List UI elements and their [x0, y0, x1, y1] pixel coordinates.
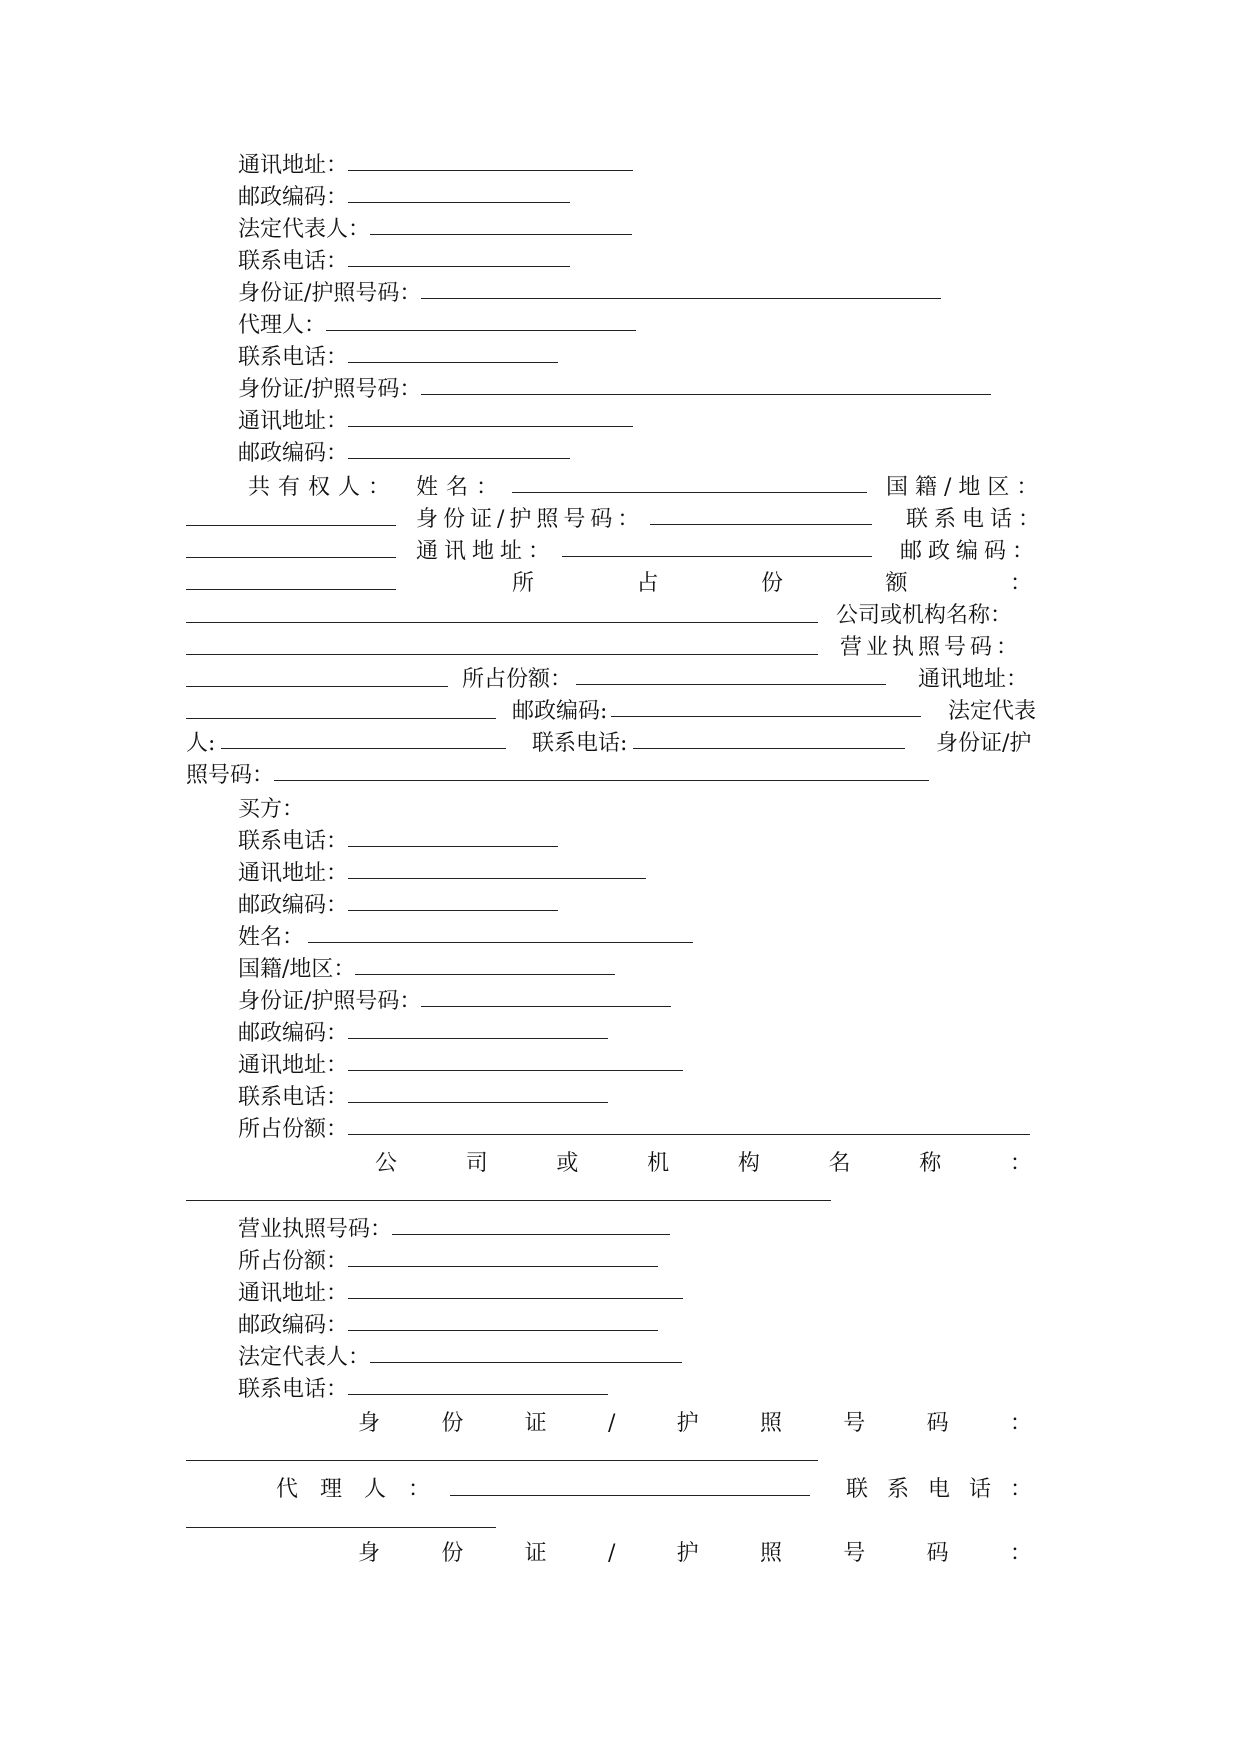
buyer-agent-phone-label — [846, 1474, 1032, 1506]
blank-field[interactable] — [186, 525, 396, 526]
blank-field[interactable] — [633, 728, 905, 749]
field-label: 联系电话： — [906, 507, 1047, 532]
buyer-id-line — [238, 986, 671, 1018]
blank-field[interactable] — [392, 1214, 670, 1235]
blank-field[interactable] — [186, 654, 818, 655]
char: ： — [1009, 1411, 1032, 1436]
char: 理 — [319, 1477, 342, 1502]
buyer-phone2-line — [238, 1082, 608, 1114]
blank-field[interactable] — [274, 760, 929, 781]
field-label: 营业执照号码： — [238, 1217, 393, 1242]
buyer-agent-label — [276, 1474, 430, 1506]
blank-field[interactable] — [421, 986, 671, 1007]
buyer-phone3-line — [238, 1374, 608, 1406]
blank-field[interactable] — [186, 589, 396, 590]
field-label: 联系电话： — [238, 829, 349, 854]
char: 联 — [846, 1477, 869, 1502]
char: 身 — [358, 1411, 381, 1436]
blank-field[interactable] — [348, 150, 633, 171]
char: 照 — [759, 1541, 782, 1566]
blank-field[interactable] — [348, 1114, 1030, 1135]
co-owner-company-label — [836, 600, 1012, 632]
char: 名 — [828, 1151, 851, 1176]
char: 证 — [524, 1411, 547, 1436]
blank-field[interactable] — [421, 374, 991, 395]
char: 人 — [363, 1477, 386, 1502]
field-label: 邮政编码： — [238, 1313, 349, 1338]
char: 称 — [919, 1151, 942, 1176]
char: 机 — [647, 1151, 670, 1176]
char: ： — [1009, 1151, 1032, 1176]
blank-field[interactable] — [348, 1050, 683, 1071]
field-label: 代理人： — [238, 313, 327, 338]
buyer-license-line — [238, 1214, 670, 1246]
blank-field[interactable] — [355, 954, 615, 975]
co-owner-legal-rep-line — [186, 728, 506, 760]
field-label: 法定代表人： — [238, 1345, 371, 1370]
char: 占 — [636, 571, 659, 596]
co-owner-nationality-label — [886, 472, 1045, 504]
buyer-postcode3-line — [238, 1310, 658, 1342]
field-label: 联系电话： — [238, 1377, 349, 1402]
char: 额 — [885, 571, 908, 596]
char: ： — [407, 1477, 430, 1502]
field-label: 公司或机构名称： — [836, 603, 1013, 628]
blank-field[interactable] — [348, 182, 570, 203]
char: 护 — [676, 1541, 699, 1566]
seller-address-line — [238, 150, 633, 182]
buyer-postcode2-line — [238, 1018, 608, 1050]
char: 份 — [441, 1411, 464, 1436]
field-label: 联系电话： — [238, 249, 349, 274]
buyer-id-label — [358, 1408, 1032, 1440]
blank-field[interactable] — [370, 1342, 682, 1363]
char: 照 — [759, 1411, 782, 1436]
char: 份 — [760, 571, 783, 596]
blank-field[interactable] — [576, 664, 886, 685]
char: 证 — [524, 1541, 547, 1566]
seller-legal-rep-line — [238, 214, 632, 246]
seller-postcode-line — [238, 182, 570, 214]
co-owner-license-label — [840, 632, 1022, 664]
agent-address-line — [238, 406, 633, 438]
field-label: 国籍/地区： — [886, 475, 1046, 500]
field-label: 买方： — [238, 797, 305, 822]
char: 话 — [968, 1477, 991, 1502]
field-label: 营业执照号码： — [840, 635, 1023, 660]
co-owner-id-line — [416, 504, 872, 536]
blank-field[interactable] — [348, 246, 570, 267]
co-owner-label — [248, 472, 398, 504]
field-label: 邮政编码： — [238, 185, 349, 210]
buyer-share2-line — [238, 1246, 658, 1278]
blank-field[interactable] — [348, 1018, 608, 1039]
char: ： — [1009, 1477, 1032, 1502]
co-owner-address2-label — [918, 664, 1028, 696]
buyer-postcode-line — [238, 890, 558, 922]
buyer-address2-line — [238, 1050, 683, 1082]
char: 码 — [926, 1541, 949, 1566]
field-label: 通讯地址： — [238, 1281, 349, 1306]
char: 电 — [927, 1477, 950, 1502]
field-label: 照号码： — [186, 763, 275, 788]
field-label: 通讯地址： — [416, 539, 557, 564]
field-label: 所占份额： — [238, 1249, 349, 1274]
field-label: 联系电话： — [238, 345, 349, 370]
buyer-agent-id-label — [358, 1538, 1032, 1570]
blank-field[interactable] — [348, 858, 646, 879]
field-label: 人: — [186, 731, 216, 756]
char: 系 — [886, 1477, 909, 1502]
char: 护 — [676, 1411, 699, 1436]
char: ： — [1009, 571, 1032, 596]
co-owner-legal-rep-part1 — [948, 696, 1036, 728]
blank-field[interactable] — [186, 1527, 496, 1528]
char: 身 — [358, 1541, 381, 1566]
blank-field[interactable] — [348, 342, 558, 363]
field-label: 联系电话： — [238, 1085, 349, 1110]
blank-field[interactable] — [308, 922, 693, 943]
blank-field[interactable] — [348, 1374, 608, 1395]
blank-field[interactable] — [348, 890, 558, 911]
field-label: 邮政编码： — [238, 1021, 349, 1046]
blank-field[interactable] — [186, 622, 818, 623]
field-label: 法定代表人： — [238, 217, 371, 242]
field-label: 身份证/护照号码： — [416, 507, 645, 532]
blank-field[interactable] — [348, 826, 558, 847]
blank-field[interactable] — [562, 536, 872, 557]
buyer-address-line — [238, 858, 646, 890]
field-label: 通讯地址： — [238, 409, 349, 434]
blank-field[interactable] — [221, 728, 506, 749]
field-label: 通讯地址： — [238, 1053, 349, 1078]
field-label: 姓名： — [416, 475, 507, 500]
field-label: 邮政编码： — [900, 539, 1041, 564]
blank-field[interactable] — [348, 406, 633, 427]
field-label: 国籍/地区： — [238, 957, 356, 982]
char: 司 — [465, 1151, 488, 1176]
field-label: 邮政编码: — [512, 699, 608, 724]
blank-field[interactable] — [450, 1495, 810, 1496]
field-label: 身份证/护照号码： — [238, 281, 422, 306]
co-owner-postcode2-line — [512, 696, 921, 728]
agent-phone-line — [238, 342, 558, 374]
blank-field[interactable] — [348, 1278, 683, 1299]
char: 号 — [843, 1411, 866, 1436]
agent-postcode-line — [238, 438, 570, 470]
field-label: 通讯地址： — [238, 153, 349, 178]
field-label: 邮政编码： — [238, 441, 349, 466]
co-owner-postcode-label — [900, 536, 1040, 568]
agent-line — [238, 310, 636, 342]
field-label: 法定代表 — [948, 699, 1037, 724]
blank-field[interactable] — [186, 686, 448, 687]
char: 号 — [843, 1541, 866, 1566]
blank-field[interactable] — [348, 1082, 608, 1103]
blank-field[interactable] — [186, 1460, 818, 1461]
char: 份 — [441, 1541, 464, 1566]
field-label: 身份证/护照号码： — [238, 377, 422, 402]
co-owner-share-line — [462, 664, 886, 696]
blank-field[interactable] — [370, 214, 632, 235]
blank-field[interactable] — [348, 1310, 658, 1331]
field-label: 邮政编码： — [238, 893, 349, 918]
seller-id-line — [238, 278, 941, 310]
blank-field[interactable] — [421, 278, 941, 299]
char: 或 — [556, 1151, 579, 1176]
co-owner-text: 共有权人： — [248, 475, 399, 500]
blank-field[interactable] — [326, 310, 636, 331]
buyer-company-label — [375, 1148, 1032, 1180]
field-label: 联系电话: — [532, 731, 628, 756]
blank-field[interactable] — [348, 438, 570, 459]
char: ： — [1009, 1541, 1032, 1566]
co-owner-phone2-line — [532, 728, 905, 760]
buyer-label — [238, 794, 304, 826]
char: 码 — [926, 1411, 949, 1436]
co-owner-phone-label — [906, 504, 1046, 536]
blank-field[interactable] — [186, 1200, 831, 1201]
buyer-share-line — [238, 1114, 1030, 1146]
buyer-address3-line — [238, 1278, 683, 1310]
buyer-nationality-line — [238, 954, 615, 986]
field-label: 身份证/护 — [936, 731, 1032, 756]
agent-id-line — [238, 374, 991, 406]
field-label: 通讯地址： — [918, 667, 1029, 692]
co-owner-address-line — [416, 536, 872, 568]
char: 代 — [276, 1477, 299, 1502]
blank-field[interactable] — [611, 696, 921, 717]
char: / — [607, 1411, 616, 1436]
field-label: 所占份额： — [462, 667, 573, 692]
buyer-name-line — [238, 922, 693, 954]
field-label: 所占份额： — [238, 1117, 349, 1142]
blank-field[interactable] — [512, 472, 867, 493]
char: 构 — [737, 1151, 760, 1176]
blank-field[interactable] — [186, 718, 496, 719]
char: 所 — [512, 571, 535, 596]
char: / — [607, 1541, 616, 1566]
seller-phone-line — [238, 246, 570, 278]
blank-field[interactable] — [186, 557, 396, 558]
co-owner-id-line — [186, 760, 929, 792]
co-owner-share-label — [512, 568, 1032, 600]
field-label: 姓名： — [238, 925, 305, 950]
blank-field[interactable] — [348, 1246, 658, 1267]
co-owner-name-line — [416, 472, 867, 504]
blank-field[interactable] — [650, 504, 872, 525]
co-owner-id-part1 — [936, 728, 1031, 760]
buyer-phone-line — [238, 826, 558, 858]
char: 公 — [375, 1151, 398, 1176]
field-label: 通讯地址： — [238, 861, 349, 886]
buyer-legal-rep-line — [238, 1342, 682, 1374]
field-label: 身份证/护照号码： — [238, 989, 422, 1014]
